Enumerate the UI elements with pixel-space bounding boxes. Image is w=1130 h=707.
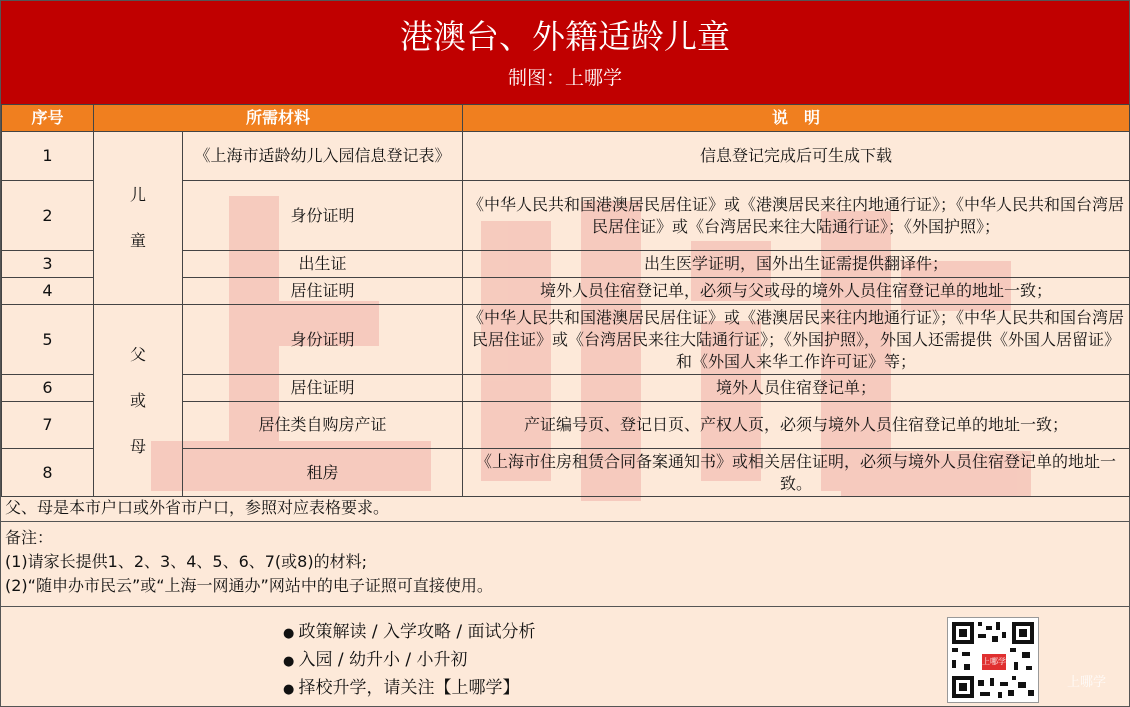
corner-logo: 上哪学 xyxy=(1067,675,1107,690)
qr-code xyxy=(947,617,1039,703)
remark-item: (1)请家长提供1、2、3、4、5、6、7(或8)的材料; xyxy=(5,552,367,571)
group-parent xyxy=(94,305,183,497)
page-title: 港澳台、外籍适龄儿童 xyxy=(400,17,730,56)
footer-bullet: ● 入园 / 幼升小 / 小升初 xyxy=(283,647,536,675)
row-number: 7 xyxy=(2,402,94,449)
remarks-label: 备注： xyxy=(5,528,54,547)
remark-item: (2)“随申办市民云”或“上海一网通办”网站中的电子证照可直接使用。 xyxy=(5,576,493,595)
row-number: 2 xyxy=(2,181,94,251)
group-child-char: 儿 xyxy=(129,185,146,204)
group-parent-char: 母 xyxy=(129,436,146,456)
footer-bullet: ● 政策解读 / 入学攻略 / 面试分析 xyxy=(283,619,536,647)
table-row xyxy=(2,305,1130,375)
row-material: 身份证明 xyxy=(183,181,463,251)
row-note: 信息登记完成后可生成下载 xyxy=(463,132,1130,181)
row-number: 3 xyxy=(2,251,94,278)
group-child-char: 童 xyxy=(129,231,146,250)
row-number: 6 xyxy=(2,375,94,402)
row-material: 租房 xyxy=(183,449,463,497)
remarks xyxy=(1,522,1129,607)
row-note: 《中华人民共和国港澳居民居住证》或《港澳居民来往内地通行证》；《中华人民共和国台湾居民居住证》或《台湾居民来往大陆通行证》；《外国护照》； xyxy=(463,181,1130,251)
footer-bullets xyxy=(283,619,536,703)
header-note: 说 明 xyxy=(463,105,1130,132)
row-material: 身份证明 xyxy=(183,305,463,375)
footer xyxy=(1,607,1129,707)
row-note: 境外人员住宿登记单； xyxy=(463,375,1130,402)
table-header-row xyxy=(2,105,1130,132)
parent-note: 父、母是本市户口或外省市户口，参照对应表格要求。 xyxy=(1,496,1129,522)
row-note: 《上海市住房租赁合同备案通知书》或相关居住证明，必须与境外人员住宿登记单的地址一致。 xyxy=(463,449,1130,497)
qr-logo: 上哪学 xyxy=(982,654,1006,670)
row-material: 出生证 xyxy=(183,251,463,278)
title-band xyxy=(1,1,1129,104)
header-no: 序号 xyxy=(2,105,94,132)
row-note: 产证编号页、登记日页、产权人页，必须与境外人员住宿登记单的地址一致； xyxy=(463,402,1130,449)
row-material: 《上海市适龄幼儿入园信息登记表》 xyxy=(183,132,463,181)
row-number: 8 xyxy=(2,449,94,497)
table-row xyxy=(2,132,1130,181)
group-parent-char: 或 xyxy=(129,390,146,410)
footer-bullet: ● 择校升学，请关注【上哪学】 xyxy=(283,675,536,703)
group-child xyxy=(94,132,183,305)
row-number: 5 xyxy=(2,305,94,375)
row-note: 境外人员住宿登记单，必须与父或母的境外人员住宿登记单的地址一致； xyxy=(463,278,1130,305)
row-note: 《中华人民共和国港澳居民居住证》或《港澳居民来往内地通行证》；《中华人民共和国台湾居民居住证》或《台湾居民来往大陆通行证》；《外国护照》，外国人还需提供《外国人居留证》和《外国人来华工作许可证》等； xyxy=(463,305,1130,375)
row-material: 居住证明 xyxy=(183,375,463,402)
row-number: 1 xyxy=(2,132,94,181)
group-parent-char: 父 xyxy=(129,344,146,364)
row-number: 4 xyxy=(2,278,94,305)
row-material: 居住证明 xyxy=(183,278,463,305)
materials-table xyxy=(1,104,1130,497)
row-material: 居住类自购房产证 xyxy=(183,402,463,449)
page-subtitle: 制图：上哪学 xyxy=(507,67,622,89)
header-material: 所需材料 xyxy=(94,105,463,132)
row-note: 出生医学证明，国外出生证需提供翻译件； xyxy=(463,251,1130,278)
